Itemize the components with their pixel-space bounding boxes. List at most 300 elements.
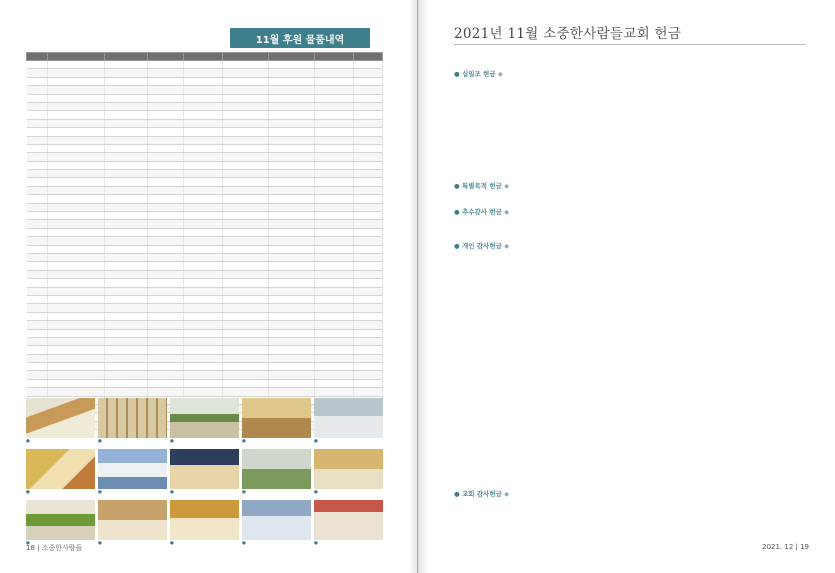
tithe-name — [631, 147, 688, 155]
table-cell — [269, 61, 315, 69]
table-cell — [269, 94, 315, 102]
personal-name — [749, 297, 806, 305]
tithe-name — [631, 79, 688, 87]
personal-name — [513, 335, 570, 343]
personal-name — [572, 373, 629, 381]
table-cell — [105, 94, 148, 102]
tithe-name — [513, 132, 570, 140]
table-cell — [48, 178, 105, 186]
personal-name — [572, 388, 629, 396]
table-cell — [27, 312, 48, 320]
table-cell — [183, 128, 222, 136]
table-cell — [183, 312, 222, 320]
table-cell — [148, 228, 184, 236]
table-cell — [222, 186, 268, 194]
tithe-name — [513, 147, 570, 155]
table-cell — [48, 102, 105, 110]
table-row — [27, 161, 383, 169]
personal-name-grid — [454, 251, 806, 426]
donation-photo — [170, 398, 239, 438]
tithe-name — [572, 125, 629, 133]
table-cell — [48, 237, 105, 245]
table-cell — [269, 371, 315, 379]
table-cell — [148, 69, 184, 77]
table-row — [27, 253, 383, 261]
table-cell — [354, 111, 383, 119]
table-cell — [183, 86, 222, 94]
table-cell — [48, 94, 105, 102]
table-cell — [48, 69, 105, 77]
table-cell — [148, 61, 184, 69]
personal-name — [631, 365, 688, 373]
personal-name — [572, 410, 629, 418]
table-cell — [315, 295, 354, 303]
table-header-cell — [48, 53, 105, 61]
table-cell — [315, 329, 354, 337]
personal-name — [454, 319, 511, 327]
table-cell — [105, 287, 148, 295]
ornament-icon: ◆ — [501, 490, 510, 498]
tithe-name — [454, 94, 511, 102]
table-cell — [48, 186, 105, 194]
tithe-name — [572, 94, 629, 102]
table-cell — [183, 253, 222, 261]
personal-name — [631, 388, 688, 396]
tithe-name — [749, 147, 806, 155]
table-cell — [269, 295, 315, 303]
table-cell — [48, 346, 105, 354]
table-cell — [315, 178, 354, 186]
table-cell — [269, 178, 315, 186]
table-row — [27, 346, 383, 354]
table-cell — [269, 287, 315, 295]
table-cell — [148, 270, 184, 278]
personal-name — [749, 312, 806, 320]
table-cell — [315, 228, 354, 236]
table-cell — [315, 186, 354, 194]
personal-name — [631, 289, 688, 297]
donation-goods-title: 11월 후원 물품내역 — [230, 28, 370, 48]
tithe-name — [454, 170, 511, 178]
tithe-name — [513, 79, 570, 87]
tithe-name — [513, 155, 570, 163]
table-cell — [315, 321, 354, 329]
personal-name — [454, 289, 511, 297]
table-cell — [183, 321, 222, 329]
donation-photo — [26, 449, 95, 489]
table-cell — [148, 262, 184, 270]
donation-photo-card — [170, 449, 239, 497]
table-cell — [105, 388, 148, 396]
table-cell — [222, 371, 268, 379]
table-cell — [105, 170, 148, 178]
thanksgiving-section — [454, 208, 806, 232]
table-cell — [105, 220, 148, 228]
table-row — [27, 237, 383, 245]
table-row — [27, 128, 383, 136]
table-cell — [148, 253, 184, 261]
personal-name — [513, 380, 570, 388]
table-cell — [148, 195, 184, 203]
table-cell — [27, 128, 48, 136]
personal-name — [454, 335, 511, 343]
donation-photo — [26, 398, 95, 438]
tithe-name — [631, 140, 688, 148]
table-cell — [222, 161, 268, 169]
table-header-cell — [183, 53, 222, 61]
table-cell — [315, 354, 354, 362]
table-cell — [315, 388, 354, 396]
church-name-grid — [454, 499, 806, 529]
table-cell — [354, 228, 383, 236]
table-cell — [222, 178, 268, 186]
church-name — [737, 499, 806, 507]
tithe-name — [454, 132, 511, 140]
table-cell — [315, 153, 354, 161]
table-cell — [27, 86, 48, 94]
personal-name — [631, 327, 688, 335]
table-cell — [354, 262, 383, 270]
tithe-name — [572, 155, 629, 163]
table-cell — [315, 371, 354, 379]
personal-name — [572, 395, 629, 403]
table-cell — [148, 388, 184, 396]
personal-name — [454, 251, 511, 259]
personal-name — [631, 403, 688, 411]
table-cell — [48, 195, 105, 203]
table-cell — [148, 237, 184, 245]
personal-name — [631, 395, 688, 403]
personal-name — [749, 410, 806, 418]
personal-name — [749, 380, 806, 388]
donation-photo-card — [242, 500, 311, 548]
table-cell — [354, 371, 383, 379]
donation-photo-card — [26, 398, 95, 446]
table-cell — [315, 270, 354, 278]
table-cell — [183, 388, 222, 396]
tithe-name — [690, 147, 747, 155]
tithe-name — [513, 117, 570, 125]
table-cell — [222, 304, 268, 312]
church-name — [596, 499, 665, 507]
table-cell — [148, 186, 184, 194]
personal-name — [513, 304, 570, 312]
table-cell — [48, 153, 105, 161]
personal-name — [749, 266, 806, 274]
personal-name — [454, 357, 511, 365]
tithe-name — [572, 79, 629, 87]
personal-name — [631, 357, 688, 365]
church-name — [596, 514, 665, 522]
table-cell — [222, 388, 268, 396]
table-cell — [354, 186, 383, 194]
tithe-name — [572, 132, 629, 140]
table-header-cell — [354, 53, 383, 61]
table-cell — [148, 119, 184, 127]
table-cell — [48, 379, 105, 387]
personal-name — [749, 281, 806, 289]
tithe-name — [749, 163, 806, 171]
bullet-icon: ● — [454, 490, 462, 498]
table-cell — [315, 86, 354, 94]
personal-name — [454, 350, 511, 358]
table-cell — [48, 228, 105, 236]
tithe-name — [454, 163, 511, 171]
table-cell — [315, 304, 354, 312]
personal-name — [631, 410, 688, 418]
personal-name — [513, 327, 570, 335]
church-name — [525, 522, 594, 530]
table-row — [27, 262, 383, 270]
table-cell — [222, 94, 268, 102]
church-name — [525, 507, 594, 515]
tithe-section — [454, 70, 806, 185]
tithe-name — [454, 125, 511, 133]
table-cell — [222, 262, 268, 270]
photo-caption — [314, 438, 383, 446]
table-cell — [148, 379, 184, 387]
ornament-icon: ◆ — [495, 70, 503, 78]
table-row — [27, 136, 383, 144]
table-cell — [148, 111, 184, 119]
photo-caption — [242, 438, 311, 446]
table-cell — [269, 153, 315, 161]
personal-name — [513, 403, 570, 411]
table-cell — [105, 371, 148, 379]
table-cell — [27, 379, 48, 387]
tithe-heading: 십일조 헌금 — [461, 70, 496, 78]
table-cell — [105, 144, 148, 152]
personal-name — [513, 251, 570, 259]
donation-photo-card — [314, 500, 383, 548]
table-cell — [269, 388, 315, 396]
tithe-name — [690, 125, 747, 133]
table-cell — [148, 86, 184, 94]
table-cell — [148, 363, 184, 371]
table-row — [27, 287, 383, 295]
table-row — [27, 337, 383, 345]
tithe-name — [631, 94, 688, 102]
personal-name — [454, 259, 511, 267]
table-cell — [27, 337, 48, 345]
table-cell — [315, 61, 354, 69]
table-cell — [222, 363, 268, 371]
ornament-icon: ◆ — [501, 208, 510, 216]
table-cell — [315, 69, 354, 77]
table-cell — [105, 279, 148, 287]
table-cell — [354, 77, 383, 85]
table-cell — [27, 329, 48, 337]
tithe-name — [572, 170, 629, 178]
table-cell — [27, 136, 48, 144]
tithe-name — [631, 170, 688, 178]
personal-name — [631, 350, 688, 358]
tithe-name — [454, 102, 511, 110]
table-cell — [148, 170, 184, 178]
church-name — [596, 507, 665, 515]
donation-photo — [98, 500, 167, 540]
tithe-name — [690, 170, 747, 178]
table-cell — [105, 128, 148, 136]
personal-name — [572, 319, 629, 327]
personal-name — [631, 373, 688, 381]
table-cell — [148, 329, 184, 337]
table-cell — [183, 262, 222, 270]
table-cell — [48, 61, 105, 69]
personal-name — [690, 335, 747, 343]
table-cell — [269, 304, 315, 312]
table-cell — [48, 371, 105, 379]
photo-caption — [314, 489, 383, 497]
personal-name — [513, 319, 570, 327]
table-cell — [183, 371, 222, 379]
personal-name — [749, 342, 806, 350]
personal-section — [454, 242, 806, 426]
personal-name — [454, 312, 511, 320]
personal-name — [749, 289, 806, 297]
table-cell — [48, 253, 105, 261]
personal-name — [749, 259, 806, 267]
table-cell — [269, 337, 315, 345]
table-cell — [183, 203, 222, 211]
table-cell — [183, 186, 222, 194]
table-cell — [222, 253, 268, 261]
table-cell — [315, 279, 354, 287]
table-cell — [315, 245, 354, 253]
personal-name — [749, 251, 806, 259]
personal-name — [749, 274, 806, 282]
table-cell — [354, 220, 383, 228]
table-cell — [48, 212, 105, 220]
table-cell — [27, 228, 48, 236]
table-cell — [48, 245, 105, 253]
table-row — [27, 312, 383, 320]
table-cell — [105, 270, 148, 278]
table-cell — [148, 371, 184, 379]
table-cell — [148, 304, 184, 312]
table-row — [27, 279, 383, 287]
table-row — [27, 186, 383, 194]
table-row — [27, 304, 383, 312]
church-name — [525, 514, 594, 522]
table-cell — [315, 77, 354, 85]
tithe-name — [690, 109, 747, 117]
table-cell — [27, 245, 48, 253]
church-name — [666, 507, 735, 515]
table-cell — [354, 153, 383, 161]
personal-name — [572, 380, 629, 388]
donation-photo — [314, 449, 383, 489]
table-header-cell — [27, 53, 48, 61]
table-cell — [269, 111, 315, 119]
table-cell — [183, 304, 222, 312]
personal-name — [690, 266, 747, 274]
table-cell — [148, 337, 184, 345]
photo-caption — [170, 489, 239, 497]
personal-name — [454, 274, 511, 282]
personal-name — [454, 388, 511, 396]
tithe-name — [749, 79, 806, 87]
table-cell — [183, 245, 222, 253]
table-header-cell — [315, 53, 354, 61]
table-cell — [105, 237, 148, 245]
table-cell — [27, 371, 48, 379]
personal-name — [513, 289, 570, 297]
tithe-name — [690, 102, 747, 110]
table-row — [27, 321, 383, 329]
table-cell — [48, 86, 105, 94]
table-row — [27, 94, 383, 102]
table-cell — [269, 186, 315, 194]
table-cell — [222, 287, 268, 295]
personal-name — [572, 312, 629, 320]
table-cell — [183, 337, 222, 345]
donation-photo-card — [242, 449, 311, 497]
table-cell — [105, 346, 148, 354]
table-cell — [222, 237, 268, 245]
table-cell — [354, 279, 383, 287]
table-cell — [269, 312, 315, 320]
tithe-name — [631, 125, 688, 133]
personal-name — [749, 365, 806, 373]
table-cell — [27, 253, 48, 261]
personal-name — [690, 304, 747, 312]
personal-name — [690, 395, 747, 403]
table-cell — [148, 94, 184, 102]
personal-name — [572, 266, 629, 274]
table-cell — [48, 203, 105, 211]
table-cell — [27, 170, 48, 178]
personal-name — [454, 304, 511, 312]
table-cell — [27, 287, 48, 295]
personal-heading: 개인 감사헌금 — [461, 242, 502, 250]
personal-name — [631, 418, 688, 426]
donation-photo-card — [170, 500, 239, 548]
bullet-icon: ● — [454, 70, 462, 78]
table-cell — [315, 111, 354, 119]
personal-name — [631, 274, 688, 282]
church-name — [454, 499, 523, 507]
table-cell — [269, 237, 315, 245]
personal-name — [631, 335, 688, 343]
table-cell — [354, 295, 383, 303]
special-section — [454, 182, 806, 199]
church-name — [666, 514, 735, 522]
table-cell — [183, 287, 222, 295]
donation-photo-card — [314, 449, 383, 497]
table-cell — [27, 203, 48, 211]
thanksgiving-heading: 추수감사 헌금 — [461, 208, 502, 216]
photo-caption — [98, 438, 167, 446]
special-line — [454, 191, 806, 199]
table-cell — [269, 379, 315, 387]
table-cell — [105, 245, 148, 253]
tithe-name — [454, 140, 511, 148]
table-row — [27, 245, 383, 253]
personal-name — [513, 342, 570, 350]
table-cell — [148, 128, 184, 136]
personal-name — [631, 251, 688, 259]
tithe-name — [749, 155, 806, 163]
table-cell — [105, 136, 148, 144]
table-row — [27, 212, 383, 220]
table-cell — [27, 186, 48, 194]
personal-name — [454, 395, 511, 403]
table-cell — [105, 337, 148, 345]
table-cell — [148, 321, 184, 329]
table-cell — [105, 228, 148, 236]
personal-name — [572, 289, 629, 297]
